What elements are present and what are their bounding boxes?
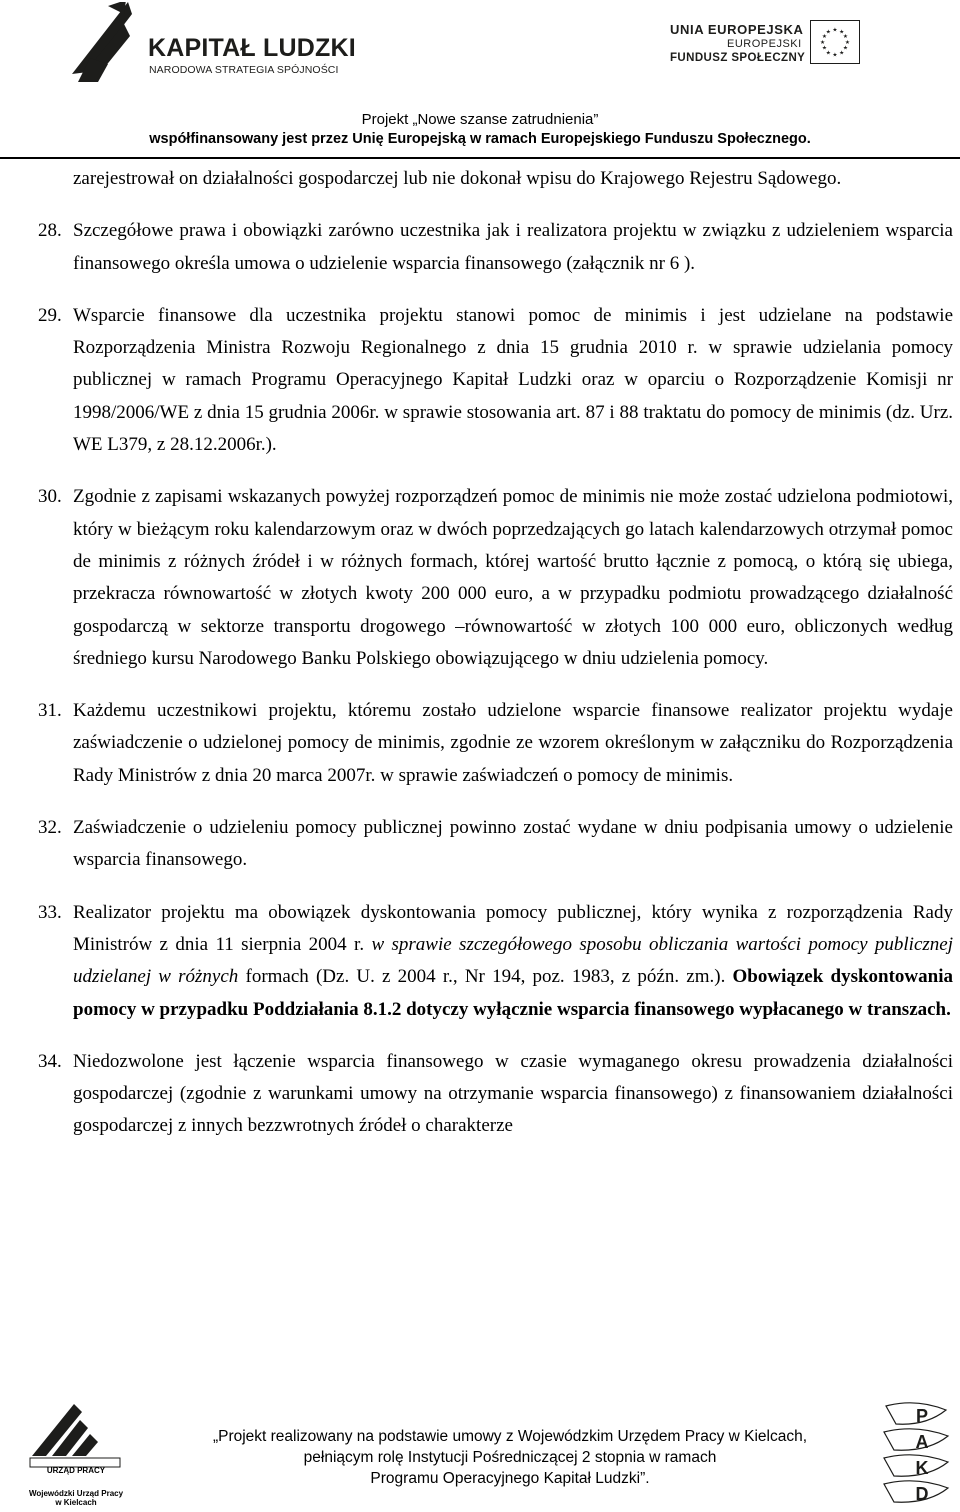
svg-text:★: ★ [825, 29, 831, 36]
svg-text:★: ★ [839, 29, 845, 36]
paragraph-text: Realizator projektu ma obowiązek dyskontowania pomocy publicznej, który wynika z rozporządzenia Rady Ministrów z dnia 11 sierpnia 2004 r. [73, 901, 953, 955]
paragraph-text: Zaświadczenie o udzieleniu pomocy publicznej powinno zostać wydane w dniu podpisania umowy o udzielenie wsparcia finansowego. [73, 817, 953, 871]
svg-text:★: ★ [825, 50, 831, 57]
pakd-letter-d: D [915, 1484, 929, 1504]
eu-flag-icon [810, 20, 860, 64]
paragraph-33 [38, 897, 953, 1026]
paragraph-number: 31. [38, 700, 62, 722]
svg-text:★: ★ [821, 34, 828, 41]
paragraph-text: Każdemu uczestnikowi projektu, któremu zostało udzielone wsparcie finansowe realizator projektu wydaje zaświadczenie o udzielonej pomocy de minimis, zgodnie ze wzorem określonym w załączniku do Rozporządzenia Rady Ministrów z dnia 20 marca 2007r. w sprawie zaświadczeń o pomocy de minimis. [73, 700, 953, 786]
paragraph-bold-text: Obowiązek dyskontowania pomocy w przypadku Poddziałania 8.1.2 dotyczy wyłącznie wsparcia finansowego wypłacanego w transzach. [73, 966, 953, 1020]
svg-text:★: ★ [821, 45, 828, 52]
paragraph-34 [38, 1046, 953, 1143]
paragraph-number: 32. [38, 817, 62, 839]
footer-line-2: pełniącym rolę Instytucji Pośredniczącej 2 stopnia w ramach [303, 1449, 717, 1466]
paragraph-29 [38, 300, 953, 461]
page-footer [0, 1390, 960, 1512]
svg-text:★: ★ [844, 39, 850, 46]
eu-line2: EUROPEJSKI [727, 38, 802, 50]
footer-line-3: Programu Operacyjnego Kapitał Ludzki”. [370, 1470, 650, 1487]
svg-text:★: ★ [832, 27, 838, 34]
paragraph-text: Niedozwolone jest łączenie wsparcia finansowego w czasie wymaganego okresu prowadzenia działalności gospodarczej (zgodnie z warunkami umowy na otrzymanie wsparcia finansowego) z finansowaniem działalności gospodarczej z innych bezzwrotnych źródeł o charakterze [73, 1050, 953, 1137]
header-divider [0, 157, 960, 159]
svg-text:★: ★ [832, 52, 838, 59]
urzad-pracy-name: Wojewódzki Urząd Pracy [28, 1489, 124, 1498]
pakd-logo [876, 1396, 956, 1506]
urzad-pracy-logo [12, 1398, 140, 1510]
paragraph-32 [38, 812, 953, 877]
page-header [0, 0, 960, 160]
svg-text:★: ★ [842, 45, 849, 52]
footer-note [150, 1426, 870, 1489]
paragraph-text-cont: formach (Dz. U. z 2004 r., Nr 194, poz. 1983, z późn. zm.). [238, 966, 733, 988]
document-body [38, 163, 953, 1143]
paragraph-text: Szczegółowe prawa i obowiązki zarówno uczestnika jak i realizatora projektu w związku z udzieleniem wsparcia finansowego określa umowa o udzielenie wsparcia finansowego (załącznik nr 6 ). [73, 220, 953, 274]
paragraph-number: 29. [38, 304, 62, 326]
svg-text:★: ★ [839, 50, 845, 57]
eu-line1: UNIA EUROPEJSKA [670, 22, 804, 37]
pakd-letter-p: P [915, 1406, 929, 1426]
paragraph-28 [38, 215, 953, 280]
pakd-letter-a: A [915, 1432, 929, 1452]
urzad-pracy-title: URZĄD PRACY [46, 1466, 106, 1475]
paragraph-27-continued: zarejestrował on działalności gospodarczej lub nie dokonał wpisu do Krajowego Rejestru Sądowego. [73, 168, 842, 189]
urzad-pracy-label [12, 1466, 140, 1507]
paragraph-text: Zgodnie z zapisami wskazanych powyżej rozporządzeń pomoc de minimis nie może zostać udzielona podmiotowi, który w bieżącym roku kalendarzowym oraz w dwóch poprzedzających go latach kalendarzowych otrzymał pomoc de minimis z różnych źródeł i w różnych formach, której wartość brutto łącznie z pomocą, o którą się ubiega, przekracza równowartość w złotych kwoty 200 000 euro, a w przypadku podmiotu prowadzącego działalność gospodarczą w sektorze transportu drogowego –równowartość w złotych 100 000 euro, obliczonych według średniego kursu Narodowego Banku Polskiego obowiązującego w dniu udzielenia pomocy. [73, 486, 953, 669]
cofinance-note: współfinansowany jest przez Unię Europejską w ramach Europejskiego Funduszu Społecznego. [149, 131, 811, 147]
paragraph-31 [38, 695, 953, 792]
urzad-pracy-emblem-icon [12, 1398, 140, 1468]
paragraph-number: 34. [38, 1050, 62, 1072]
kapital-ludzki-title: KAPITAŁ LUDZKI [148, 34, 356, 62]
paragraph-30 [38, 481, 953, 675]
kapital-ludzki-subtitle: NARODOWA STRATEGIA SPÓJNOŚCI [149, 64, 339, 76]
svg-text:★: ★ [842, 34, 849, 41]
paragraph-number: 33. [38, 901, 62, 923]
eu-line3: FUNDUSZ SPOŁECZNY [670, 52, 806, 64]
paragraph-number: 28. [38, 220, 62, 242]
svg-text:★: ★ [820, 39, 826, 46]
eu-logo [670, 22, 900, 82]
pakd-letter-k: K [915, 1458, 929, 1478]
paragraph-italic-text: w sprawie szczegółowego sposobu obliczania wartości pomocy publicznej udzielanej w różnych [73, 933, 953, 988]
footer-line-1: „Projekt realizowany na podstawie umowy z Wojewódzkim Urzędem Pracy w Kielcach, [212, 1428, 808, 1445]
project-name: Projekt „Nowe szanse zatrudnienia” [361, 111, 599, 128]
urzad-pracy-city: w Kielcach [55, 1498, 97, 1507]
paragraph-number: 30. [38, 486, 62, 508]
paragraph-text: Wsparcie finansowe dla uczestnika projektu stanowi pomoc de minimis i jest udzielane na podstawie Rozporządzenia Ministra Rozwoju Regionalnego z dnia 15 grudnia 2010 r. w sprawie udzielania pomocy publicznej w ramach Programu Operacyjnego Kapitał Ludzki oraz w oparciu o Rozporządzenie Komisji nr 1998/2006/WE z dnia 15 grudnia 2006r. w sprawie stosowania art. 87 i 88 traktatu do pomocy de minimis (dz. Urz. WE L379, z 28.12.2006r.). [73, 304, 953, 456]
